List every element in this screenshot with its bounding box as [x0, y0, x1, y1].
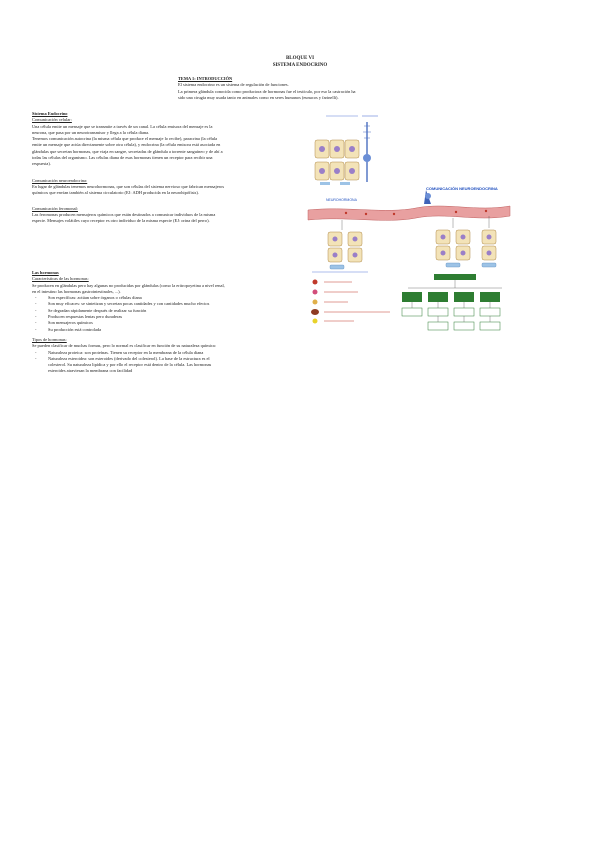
characteristics-list	[32, 295, 302, 333]
list-item: - Su producción está controlada	[32, 327, 302, 333]
figure-title: COMUNICACIÓN NEUROENDOCRINA	[426, 186, 498, 191]
list-item: - Son muy eficaces: se sintetizan y secretan pocas cantidades y con cantidades mucho efectos	[32, 301, 302, 307]
intro-line: sido una cirugía muy usada tanto en animales como en seres humanos (eunucos y farinelli).	[178, 94, 339, 100]
figure-label: NEUROHORMONA	[326, 198, 357, 202]
block-label: BLOQUE VI	[285, 56, 315, 61]
page-title: SISTEMA ENDOCRINO	[272, 63, 328, 68]
body-line: en el intestino las hormonas gastrointestinales, ...).	[32, 288, 121, 294]
intro-heading: TEMA 1: INTRODUCCIÓN	[178, 76, 233, 81]
body-line: neurona, que pasa por un neurotransmisor y llega a la célula diana.	[32, 129, 150, 135]
intro-section	[178, 76, 356, 101]
body-line: emite un mensaje que actúa directamente sobre otra célula), y endocrina (la célula emisora está asociada en	[32, 142, 221, 148]
body-line: respuesta).	[32, 161, 51, 167]
section-heading: Sistema Endocrino	[32, 111, 68, 116]
subheading: Tipos de hormonas:	[32, 336, 67, 342]
body-line: Se pueden clasificar de muchas formas, pero lo normal es clasificar en función de su naturaleza química:	[32, 343, 216, 349]
body-line: especie. Mensajes volátiles cuyo receptor es otro individuo de la misma especie (EJ: orina del perro).	[32, 218, 210, 224]
section-heading: Las hormonas	[32, 270, 59, 275]
subheading: Comunicación neuroendocrina:	[32, 177, 88, 183]
list-item: - Se degradan rápidamente después de realizar su función	[32, 308, 302, 314]
body-line: Una célula emite un mensaje que se transmite a través de un canal. La célula emisora del mensaje es la	[32, 123, 213, 129]
body-line: todas las células del organismo. Las células diana de esas hormonas tienen un receptor para recibir una	[32, 155, 213, 161]
hormone-glands-figure	[308, 268, 400, 324]
list-item: - Son mensajeros químicos	[32, 320, 302, 326]
types-list	[32, 350, 302, 375]
hormonas-section	[32, 270, 302, 375]
body-line: Se producen en glándulas pero hay algunas no producidas por glándulas (como la eritropoyetina a nivel renal,	[32, 282, 225, 288]
body-line: glándulas que secretan hormonas, que viaja en sangre, secretadas de glándula a torrente sanguíneo y de ahí a	[32, 148, 223, 154]
body-line: Las feromonas producen mensajeros químicos que están destinados a comunicar individuos de la misma	[32, 211, 216, 217]
list-item: - Producen respuestas lentas pero duraderas	[32, 314, 302, 320]
list-item: - Naturaleza esteroidea: son esteroides (derivado del colesterol). La base de la estructura es el colesterol. Su naturaleza lipídica y por ello el receptor está dentro de la célula. Las hormonas esteroides atraviesan la membrana con facilidad	[32, 356, 302, 375]
cell-communication-figure	[312, 112, 382, 190]
neuroendocrine-figure	[306, 186, 512, 272]
list-item: - Son específicas: actúan sobre órganos o células diana	[32, 295, 302, 301]
list-item: - Naturaleza proteica: son proteínas. Tienen su receptor en la membrana de la célula diana	[32, 350, 302, 356]
subheading: Comunicación celular:	[32, 117, 72, 123]
subheading: Características de las hormonas:	[32, 276, 89, 282]
intro-line: El sistema endocrino es un sistema de regulación de funciones.	[178, 82, 289, 88]
hormone-tree-figure	[398, 272, 516, 340]
intro-line: La primera glándula conocida como productora de hormonas fue el testículo, por eso la castración ha	[178, 88, 356, 94]
subheading: Comunicación feromonal:	[32, 205, 78, 211]
body-line: químicos que envían también al sistema circulatorio (EJ: ADH producida en la neurohipófisis).	[32, 190, 199, 196]
body-line: Tenemos comunicación autocrina (la misma célula que produce el mensaje lo recibe), paracrina (la célula	[32, 136, 218, 142]
sistema-section	[32, 111, 302, 224]
body-line: En lugar de glándulas tenemos neurohormonas, que son células del sistema nervioso que fabrican mensajeros	[32, 183, 225, 189]
